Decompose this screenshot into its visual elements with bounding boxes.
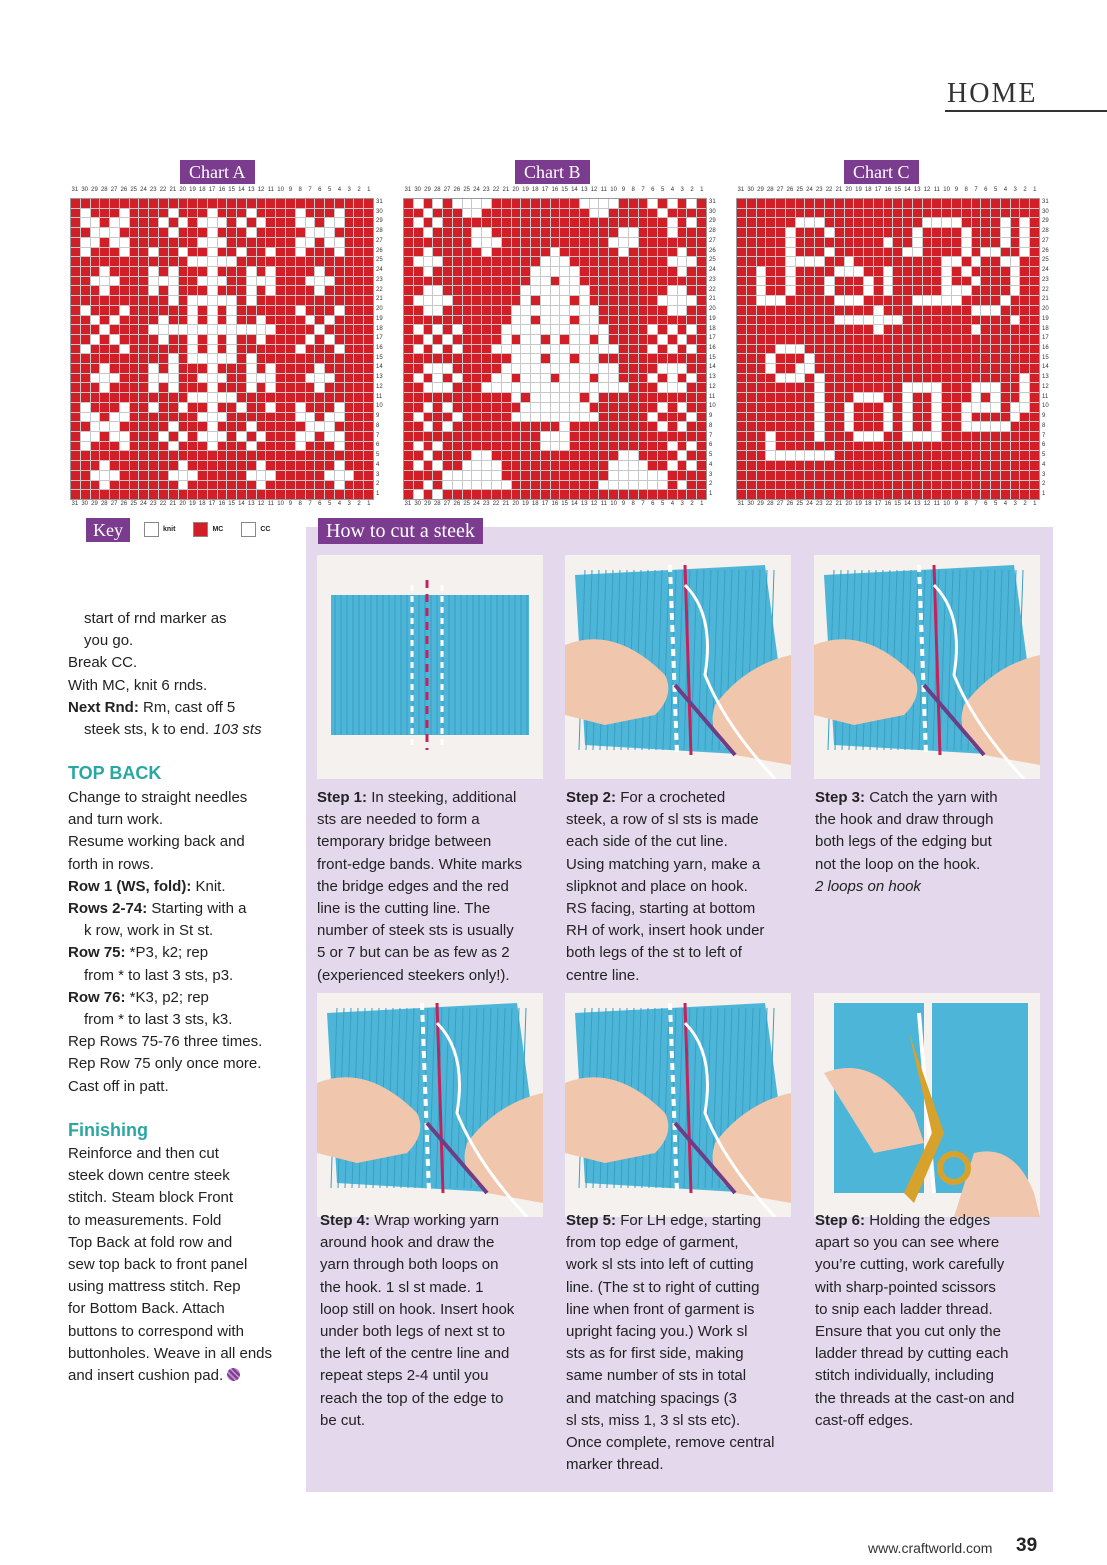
step-line: to snip each ladder thread. — [815, 1300, 993, 1318]
step-line: the bridge edges and the red — [317, 877, 509, 895]
step-line: under both legs of next st to — [320, 1323, 506, 1341]
instruction-line — [68, 608, 300, 630]
key-legend — [144, 522, 282, 537]
step-line: both legs of the edging but — [815, 833, 992, 851]
instruction-text: Rm, cast off 5 — [138, 698, 236, 716]
step-line: you’re cutting, work carefully — [815, 1256, 1005, 1274]
instruction-text: for Bottom Back. Attach — [68, 1300, 225, 1318]
step-line: line is the cutting line. The — [317, 900, 491, 918]
step-label: Step 2: — [566, 789, 617, 806]
instruction-text: and insert cushion pad. — [68, 1367, 228, 1385]
instruction-line — [68, 787, 300, 809]
steek-title: How to cut a steek — [318, 518, 483, 544]
step-line: stitch individually, including — [815, 1367, 994, 1385]
step-line: the hook. 1 sl st made. 1 — [320, 1278, 484, 1296]
step-line: In steeking, additional — [371, 789, 517, 806]
instruction-line — [68, 697, 300, 719]
instruction-line — [68, 809, 300, 831]
instruction-line — [68, 1321, 300, 1343]
key-item-label: knit — [163, 526, 176, 533]
chart-label: Chart C — [844, 160, 919, 184]
instruction-line — [68, 1165, 300, 1187]
lh-edge-photo — [565, 993, 791, 1217]
step-line: yarn through both loops on — [320, 1256, 499, 1274]
step-label: Step 4: — [320, 1212, 371, 1229]
step-line: both legs of the st to left of — [566, 944, 742, 962]
step-line: Ensure that you cut only the — [815, 1323, 1001, 1341]
instruction-text: Break CC. — [68, 654, 138, 672]
step-line: number of steek sts is usually — [317, 922, 514, 940]
step-line: cast-off edges. — [815, 1411, 914, 1429]
instruction-text: Change to straight needles — [68, 789, 248, 806]
instruction-line — [68, 1009, 300, 1031]
instruction-label: Row 75: — [68, 944, 126, 962]
step-4-text — [320, 1210, 548, 1432]
key-item-cc — [241, 522, 270, 537]
instruction-line — [68, 1254, 300, 1276]
step-3-text — [815, 787, 1043, 898]
column-numbers-top: 31 30 29 28 27 26 25 24 23 22 21 20 19 18 17 16 15 14 13 12 11 10 9 8 7 6 5 4 3 2 1 — [404, 187, 704, 193]
key-item-label: MC — [212, 526, 224, 533]
step-line: line when front of garment is — [566, 1300, 755, 1318]
step-line: steek, a row of sl sts is made — [566, 811, 759, 829]
instruction-line — [68, 1298, 300, 1320]
step-line: Wrap working yarn — [374, 1212, 499, 1229]
row-numbers: 31 30 29 28 27 26 25 24 23 22 21 20 19 18 17 16 15 14 13 12 11 10 9 8 7 6 5 4 3 2 1 — [1042, 199, 1049, 498]
instruction-text: *P3, k2; rep — [125, 944, 209, 962]
key-item-knit — [144, 522, 175, 537]
step-line: marker thread. — [566, 1456, 664, 1474]
step-line: around hook and draw the — [320, 1234, 495, 1252]
step-line: ladder thread by cutting each — [815, 1345, 1009, 1363]
step-line: Using matching yarn, make a — [566, 855, 761, 873]
instruction-line — [68, 630, 300, 652]
instruction-text: Resume working back and — [68, 833, 245, 851]
instruction-label: Rows 2-74: — [68, 900, 148, 918]
instruction-text: you go. — [84, 632, 134, 650]
step-label: Step 6: — [815, 1212, 866, 1229]
finishing-heading: Finishing — [68, 1120, 148, 1140]
instruction-text: and turn work. — [68, 811, 164, 829]
key-item-mc — [193, 522, 223, 537]
step-label: Step 3: — [815, 789, 866, 806]
instruction-line — [68, 1210, 300, 1232]
instruction-line — [68, 1053, 300, 1075]
instruction-text: Rep Row 75 only once more. — [68, 1055, 262, 1073]
instruction-text: sew top back to front panel — [68, 1256, 248, 1274]
step-6-text — [815, 1210, 1043, 1432]
step-line: front-edge bands. White marks — [317, 855, 523, 873]
instruction-line — [68, 1365, 300, 1387]
step-line: and matching spacings (3 — [566, 1389, 737, 1407]
instruction-line — [68, 1143, 300, 1165]
instruction-text: buttons to correspond with — [68, 1322, 244, 1340]
step-1-text — [317, 787, 545, 987]
instruction-text: to measurements. Fold — [68, 1211, 222, 1229]
instruction-line — [68, 920, 300, 942]
instruction-label: Row 76: — [68, 988, 126, 1006]
step-line: repeat steps 2-4 until you — [320, 1367, 489, 1385]
column-numbers-top: 31 30 29 28 27 26 25 24 23 22 21 20 19 18 17 16 15 14 13 12 11 10 9 8 7 6 5 4 3 2 1 — [737, 187, 1037, 193]
step-line: For LH edge, starting — [620, 1212, 762, 1229]
instruction-text: *K3, p2; rep — [125, 988, 209, 1006]
step-line: RS facing, starting at bottom — [566, 900, 756, 918]
column-numbers-bottom: 31 30 29 28 27 26 25 24 23 22 21 20 19 18 17 16 15 14 13 12 11 10 9 8 7 6 5 4 3 2 1 — [71, 501, 371, 507]
crochet-hook-photo — [565, 555, 791, 779]
step-line: Holding the edges — [869, 1212, 991, 1229]
step-label: Step 1: — [317, 789, 368, 806]
chart-label: Chart A — [180, 160, 255, 184]
pattern-intro — [68, 608, 300, 741]
chart-label: Chart B — [515, 160, 590, 184]
step-line: sts are needed to form a — [317, 811, 480, 829]
instruction-line — [68, 965, 300, 987]
instruction-line — [68, 854, 300, 876]
step-line: the hook and draw through — [815, 811, 994, 829]
instruction-text: steek sts, k to end. — [84, 721, 214, 739]
column-numbers-top: 31 30 29 28 27 26 25 24 23 22 21 20 19 18 17 16 15 14 13 12 11 10 9 8 7 6 5 4 3 2 1 — [71, 187, 371, 193]
step-line: Once complete, remove central — [566, 1434, 775, 1452]
section-rule — [945, 110, 1107, 112]
instruction-line — [68, 987, 300, 1009]
instruction-text: forth in rows. — [68, 855, 154, 873]
instruction-text: from * to last 3 sts, p3. — [84, 966, 234, 984]
key-item-label: CC — [260, 526, 271, 533]
instruction-text: k row, work in St st. — [84, 922, 214, 940]
key-swatch — [241, 522, 256, 537]
step-line: line. (The st to right of cutting — [566, 1278, 760, 1296]
instruction-line — [68, 719, 300, 741]
instruction-text: start of rnd marker as — [84, 610, 227, 627]
chart-grid — [70, 198, 374, 500]
wrap-yarn-photo — [317, 993, 543, 1217]
instruction-text: steek down centre steek — [68, 1167, 230, 1185]
swatch-photo — [317, 555, 543, 779]
step-5-text — [566, 1210, 794, 1476]
key-swatch — [144, 522, 159, 537]
scissors-photo — [814, 993, 1040, 1217]
chart-grid — [403, 198, 707, 500]
step-line: each side of the cut line. — [566, 833, 728, 851]
instruction-text: stitch. Steam block Front — [68, 1189, 234, 1207]
step-line: (experienced steekers only!). — [317, 966, 510, 984]
step-line: work sl sts into left of cutting — [566, 1256, 754, 1274]
instruction-text: Cast off in patt. — [68, 1077, 169, 1095]
instruction-text: from * to last 3 sts, k3. — [84, 1011, 233, 1029]
step-line: RH of work, insert hook under — [566, 922, 765, 940]
step-label: Step 5: — [566, 1212, 617, 1229]
step-line: For a crocheted — [620, 789, 726, 806]
instruction-line — [68, 1232, 300, 1254]
hook-loop-photo — [814, 555, 1040, 779]
instruction-text: Knit. — [191, 877, 226, 895]
instruction-text: Top Back at fold row and — [68, 1233, 233, 1251]
key-swatch — [193, 522, 208, 537]
top-back-instructions — [68, 787, 300, 1098]
section-title: HOME — [947, 78, 1038, 109]
column-numbers-bottom: 31 30 29 28 27 26 25 24 23 22 21 20 19 18 17 16 15 14 13 12 11 10 9 8 7 6 5 4 3 2 1 — [737, 501, 1037, 507]
top-back-heading: TOP BACK — [68, 763, 162, 783]
instruction-text: Rep Rows 75-76 three times. — [68, 1033, 263, 1051]
finishing-instructions — [68, 1143, 300, 1387]
step-line: temporary bridge between — [317, 833, 492, 851]
row-numbers: 31 30 29 28 27 26 25 24 23 22 21 20 19 18 17 16 15 14 13 12 11 10 9 8 7 6 5 4 3 2 1 — [376, 199, 383, 498]
instruction-text: buttonholes. Weave in all ends — [68, 1344, 273, 1362]
instruction-label: Row 1 (WS, fold): — [68, 877, 192, 895]
step-line: sl sts, miss 1, 3 sl sts etc). — [566, 1411, 741, 1429]
step-line: reach the top of the edge to — [320, 1389, 504, 1407]
step-line: with sharp-pointed scissors — [815, 1278, 996, 1296]
step-line: Catch the yarn with — [869, 789, 998, 806]
instruction-line — [68, 876, 300, 898]
step-line: same number of sts in total — [566, 1367, 747, 1385]
instruction-text: Reinforce and then cut — [68, 1145, 219, 1162]
step-line: centre line. — [566, 966, 640, 984]
yarn-ball-icon — [227, 1368, 240, 1381]
instruction-line — [68, 1187, 300, 1209]
step-line: be cut. — [320, 1411, 366, 1429]
footer-url[interactable]: www.craftworld.com — [868, 1540, 993, 1556]
step-line: 5 or 7 but can be as few as 2 — [317, 944, 510, 962]
instruction-line — [68, 1031, 300, 1053]
row-numbers: 31 30 29 28 27 26 25 24 23 22 21 20 19 18 17 16 15 14 13 12 11 10 9 8 7 6 5 4 3 2 1 — [709, 199, 716, 498]
instruction-line — [68, 1076, 300, 1098]
instruction-line — [68, 652, 300, 674]
step-line: apart so you can see where — [815, 1234, 1000, 1252]
column-numbers-bottom: 31 30 29 28 27 26 25 24 23 22 21 20 19 18 17 16 15 14 13 12 11 10 9 8 7 6 5 4 3 2 1 — [404, 501, 704, 507]
stitch-count: 103 sts — [213, 721, 262, 739]
key-label: Key — [86, 518, 130, 542]
instruction-text: Starting with a — [147, 900, 247, 918]
chart-grid — [736, 198, 1040, 500]
instruction-text: With MC, knit 6 rnds. — [68, 676, 208, 694]
step-line: the left of the centre line and — [320, 1345, 510, 1363]
instruction-label: Next Rnd: — [68, 698, 139, 716]
instruction-text: using mattress stitch. Rep — [68, 1278, 241, 1296]
step-line: not the loop on the hook. — [815, 855, 981, 873]
step-line: loop still on hook. Insert hook — [320, 1300, 515, 1318]
step-line: the threads at the cast-on and — [815, 1389, 1015, 1407]
step-line: slipknot and place on hook. — [566, 877, 748, 895]
instruction-line — [68, 831, 300, 853]
step-2-text — [566, 787, 794, 987]
page-number: 39 — [1016, 1535, 1038, 1556]
step-line: from top edge of garment, — [566, 1234, 739, 1252]
instruction-line — [68, 1276, 300, 1298]
instruction-line — [68, 942, 300, 964]
step-line: sts as for first side, making — [566, 1345, 744, 1363]
instruction-line — [68, 1343, 300, 1365]
step-note: 2 loops on hook — [815, 877, 921, 895]
step-line: upright facing you.) Work sl — [566, 1323, 748, 1341]
instruction-line — [68, 898, 300, 920]
instruction-line — [68, 675, 300, 697]
